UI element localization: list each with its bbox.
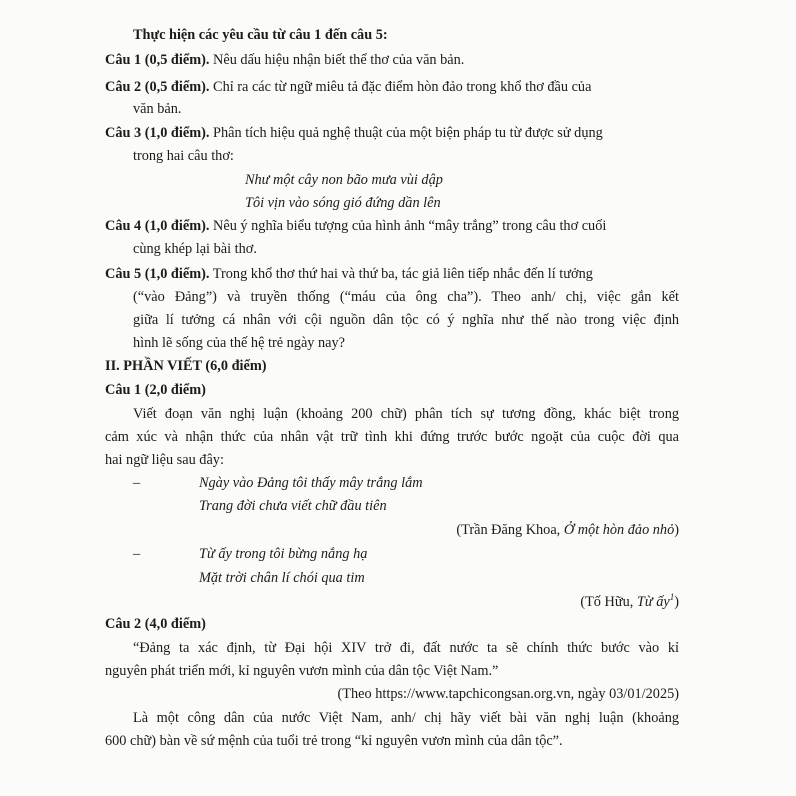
question-4-text-cont: cùng khép lại bài thơ. <box>133 241 257 257</box>
poem-2-footnote: 1 <box>669 592 675 603</box>
question-4 <box>105 214 606 238</box>
reading-instruction: Thực hiện các yêu cầu từ câu 1 đến câu 5: <box>133 27 388 43</box>
writing-question-1-heading: Câu 1 (2,0 điểm) <box>105 382 206 398</box>
question-1-text: Nêu dấu hiệu nhận biết thể thơ của văn bản. <box>213 52 465 68</box>
poem-1-title: Ở một hòn đảo nhỏ <box>563 522 675 538</box>
question-4-label: Câu 4 (1,0 điểm). <box>105 218 210 234</box>
question-5 <box>105 262 593 286</box>
question-5-label: Câu 5 (1,0 điểm). <box>105 266 210 282</box>
writing-question-1-text-2: cảm xúc và nhận thức của nhân vật trữ tình khi đứng trước bước ngoặt của cuộc đời qua <box>105 429 679 445</box>
poem-2-line-1: Từ ấy trong tôi bừng nắng hạ <box>199 546 368 562</box>
poem-2-source <box>580 590 679 614</box>
writing-question-2-source: (Theo https://www.tapchicongsan.org.vn, ngày 03/01/2025) <box>337 686 679 702</box>
question-1 <box>105 48 464 72</box>
poem-1-author: (Trần Đăng Khoa, <box>456 522 564 538</box>
question-3 <box>105 121 603 145</box>
question-3-verse-1: Như một cây non bão mưa vùi dập <box>245 172 443 188</box>
question-5-text-4: hình lẽ sống của thế hệ trẻ ngày nay? <box>133 335 345 351</box>
poem-1-line-2: Trang đời chưa viết chữ đầu tiên <box>199 498 387 514</box>
question-5-text-3: giữa lí tưởng cá nhân với cội nguồn dân tộc có ý nghĩa như thế nào trong việc định <box>133 312 679 328</box>
poem-2-title: Từ ấy <box>636 594 670 610</box>
writing-heading: II. PHẦN VIẾT (6,0 điểm) <box>105 358 267 374</box>
poem-2-line-2: Mặt trời chân lí chói qua tim <box>199 570 365 586</box>
writing-question-2-task-1: Là một công dân của nước Việt Nam, anh/ chị hãy viết bài văn nghị luận (khoảng <box>133 710 679 726</box>
question-3-label: Câu 3 (1,0 điểm). <box>105 125 210 141</box>
question-4-text: Nêu ý nghĩa biểu tượng của hình ảnh “mây trắng” trong câu thơ cuối <box>213 218 607 234</box>
question-2-label: Câu 2 (0,5 điểm). <box>105 79 210 95</box>
question-3-text-cont: trong hai câu thơ: <box>133 148 234 164</box>
question-2-text-cont: văn bản. <box>133 101 182 117</box>
poem-2-dash: – <box>133 546 141 562</box>
writing-question-1-text-3: hai ngữ liệu sau đây: <box>105 452 224 468</box>
writing-question-2-quote-1: “Đảng ta xác định, từ Đại hội XIV trở đi, đất nước ta sẽ chính thức bước vào kỉ <box>133 640 679 656</box>
question-3-text: Phân tích hiệu quả nghệ thuật của một biện pháp tu từ được sử dụng <box>213 125 603 141</box>
poem-2-close: ) <box>674 594 679 610</box>
question-2 <box>105 75 591 99</box>
question-5-text: Trong khổ thơ thứ hai và thứ ba, tác giả liên tiếp nhắc đến lí tưởng <box>212 266 593 282</box>
poem-1-dash: – <box>133 475 141 491</box>
question-1-label: Câu 1 (0,5 điểm). <box>105 52 210 68</box>
writing-question-1-text-1: Viết đoạn văn nghị luận (khoảng 200 chữ) phân tích sự tương đồng, khác biệt trong <box>133 406 679 422</box>
writing-question-2-heading: Câu 2 (4,0 điểm) <box>105 616 206 632</box>
question-2-text: Chỉ ra các từ ngữ miêu tả đặc điểm hòn đảo trong khổ thơ đầu của <box>213 79 592 95</box>
question-5-text-2: (“vào Đảng”) và truyền thống (“máu của ông cha”). Theo anh/ chị, việc gắn kết <box>133 289 679 305</box>
writing-question-2-quote-2: nguyên phát triển mới, kỉ nguyên vươn mình của dân tộc Việt Nam.” <box>105 663 499 679</box>
poem-1-line-1: Ngày vào Đảng tôi thấy mây trắng lắm <box>199 475 423 491</box>
poem-1-source <box>456 518 679 542</box>
poem-1-close: ) <box>674 522 679 538</box>
poem-2-author: (Tố Hữu, <box>580 594 637 610</box>
question-3-verse-2: Tôi vịn vào sóng gió đứng dần lên <box>245 195 441 211</box>
writing-question-2-task-2: 600 chữ) bàn về sứ mệnh của tuổi trẻ trong “kỉ nguyên vươn mình của dân tộc”. <box>105 733 563 749</box>
